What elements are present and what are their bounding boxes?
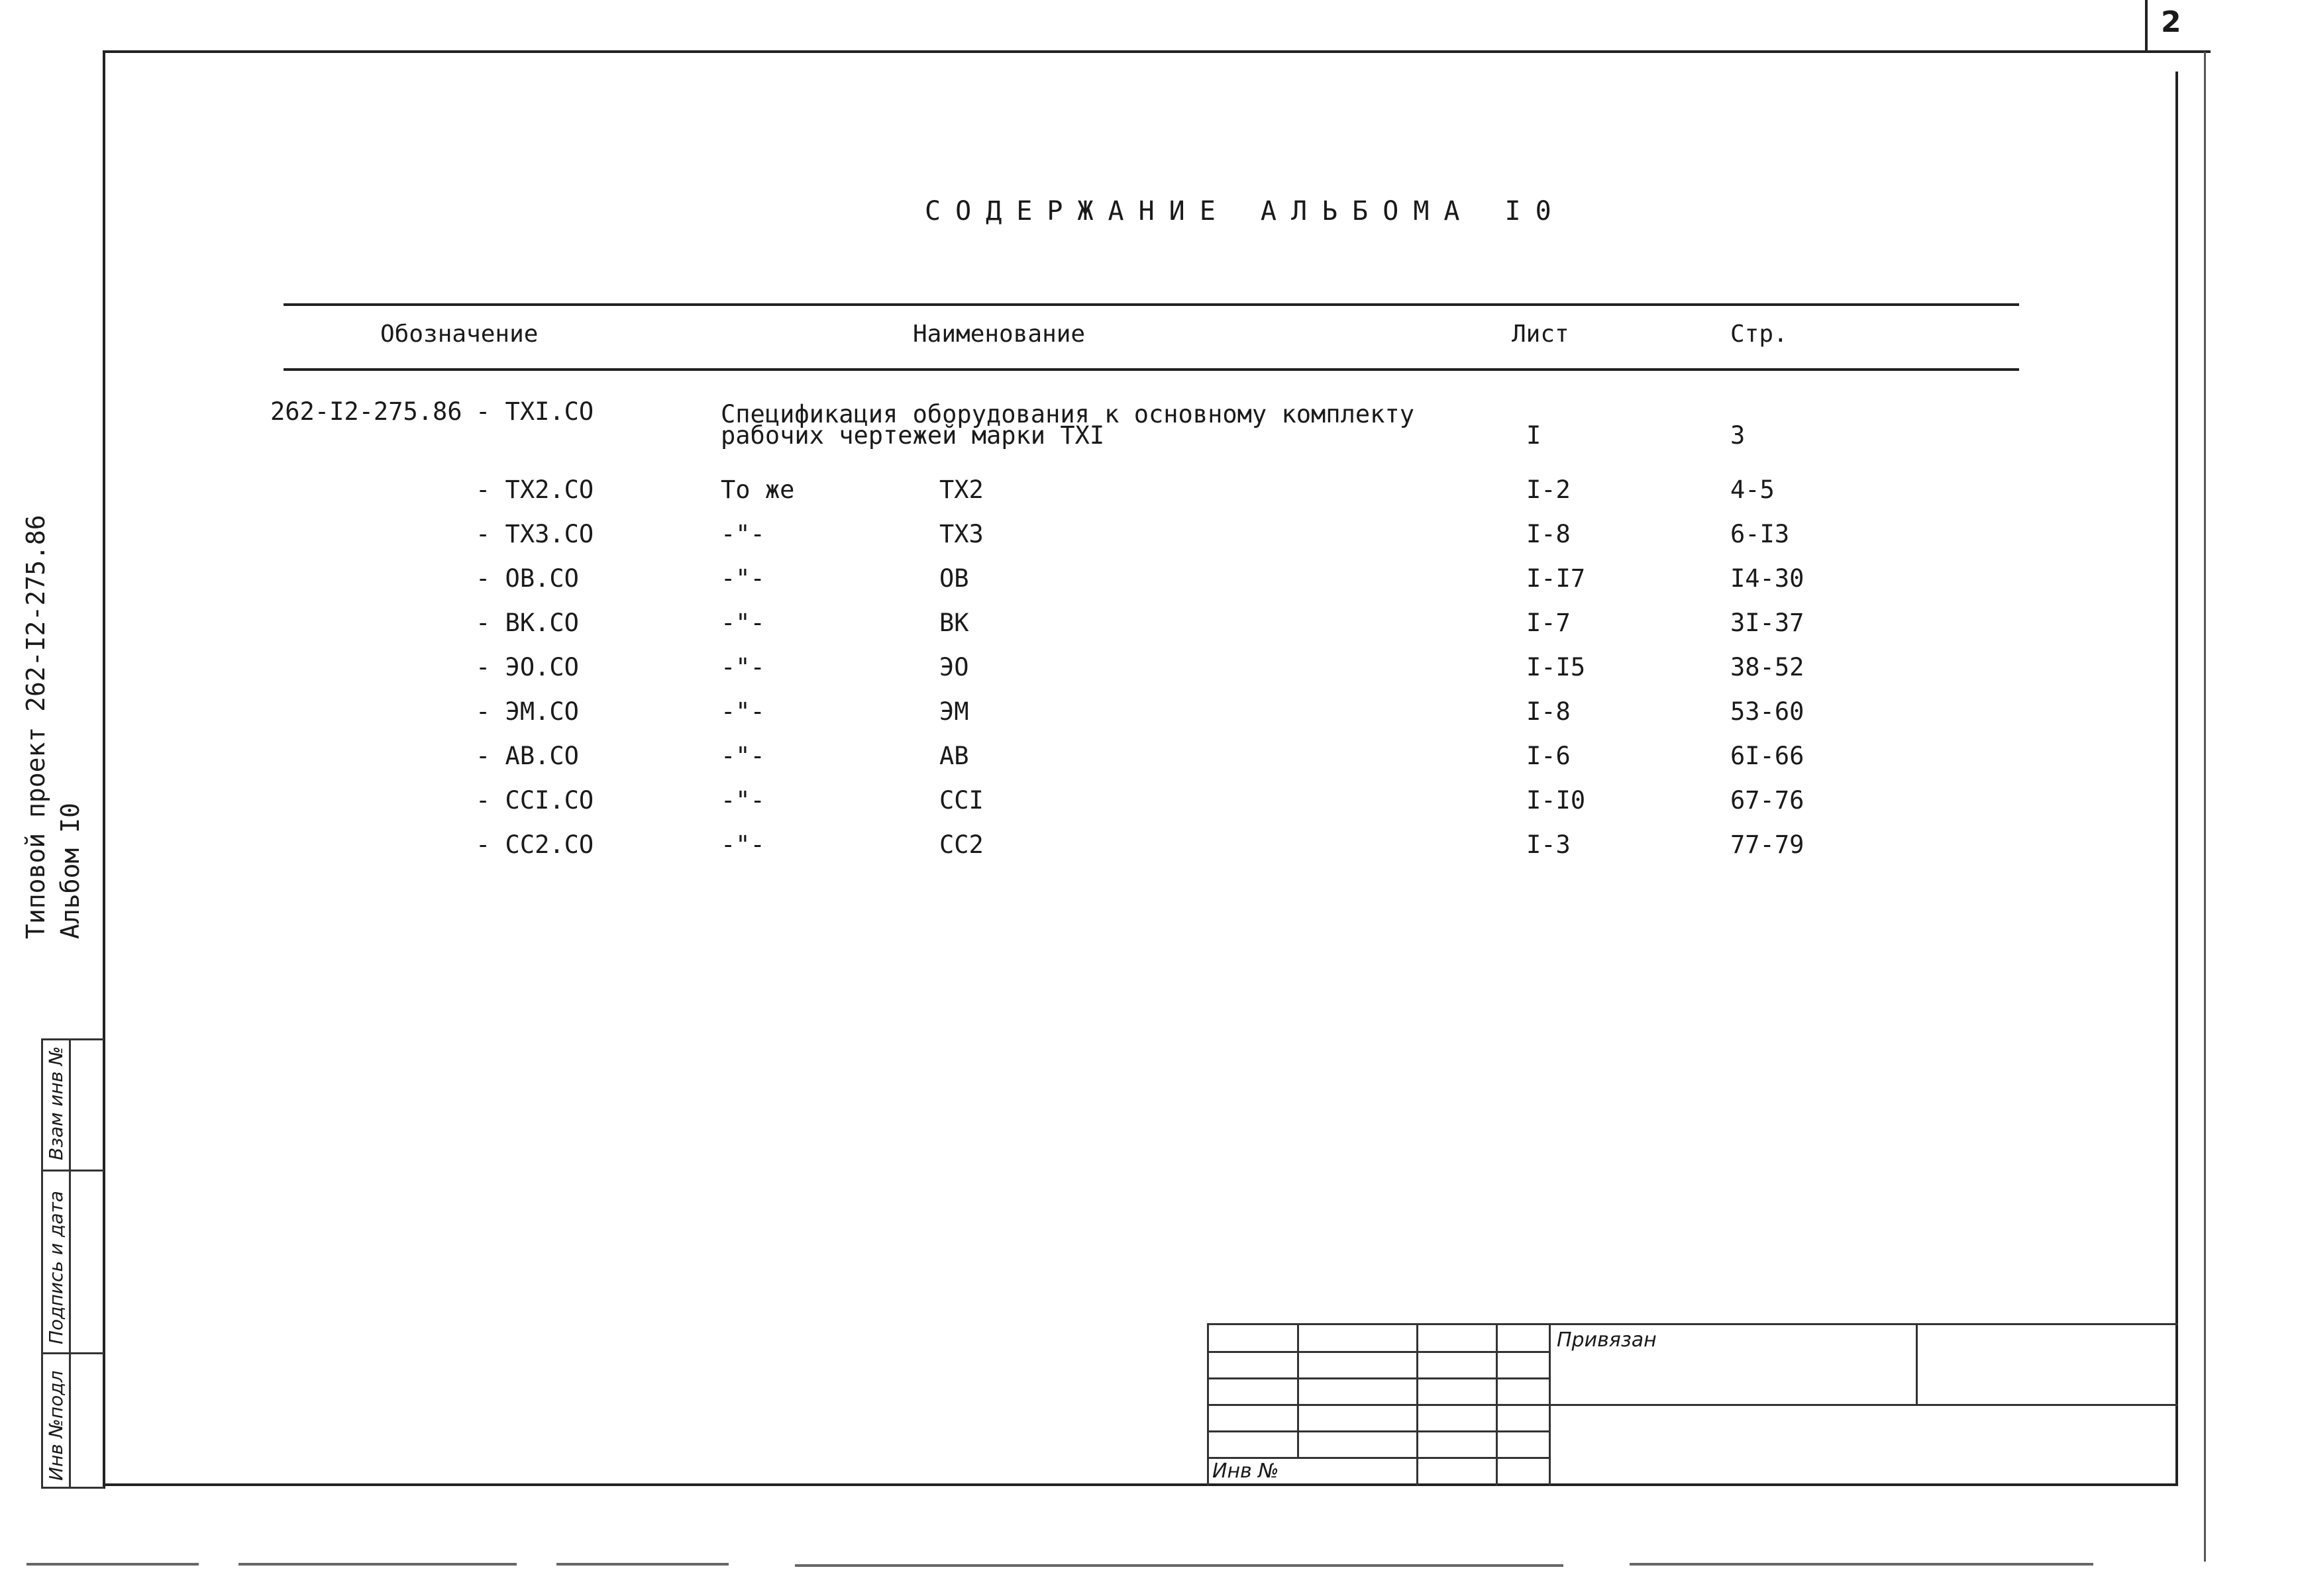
row-name: -"- <box>721 653 765 681</box>
frame-top <box>103 50 2211 53</box>
row-code: - ТХI.СО <box>476 397 594 426</box>
row-code: - ТХ2.СО <box>476 475 594 504</box>
row-page: 53-60 <box>1730 697 1804 726</box>
stamp-left-edge <box>41 1038 43 1489</box>
stamp-mid-edge <box>69 1038 71 1489</box>
scan-artifact <box>1630 1563 2093 1566</box>
title-block-attached: Привязан <box>1557 1328 1657 1352</box>
row-mark: ТХ3 <box>939 520 984 548</box>
scan-artifact <box>26 1563 199 1566</box>
tb-row-4 <box>1207 1430 1549 1432</box>
row-mark: АВ <box>939 742 969 770</box>
row-sheet: I-7 <box>1526 609 1571 637</box>
row-code: - ВК.СО <box>476 609 579 637</box>
stamp-rule-1 <box>41 1170 104 1172</box>
row-mark: ССI <box>939 786 984 815</box>
row-page: 3I-37 <box>1730 609 1804 637</box>
stamp-inv-original: Инв №подл <box>45 1370 67 1481</box>
scan-artifact <box>556 1563 729 1566</box>
row-sheet: I <box>1526 421 1541 450</box>
row-sheet: I-8 <box>1526 697 1571 726</box>
base-code: 262-I2-275.86 <box>270 397 462 426</box>
row-name: -"- <box>721 742 765 770</box>
row-page: 6-I3 <box>1730 520 1790 548</box>
tb-row-5 <box>1207 1457 1549 1459</box>
row-mark: ОВ <box>939 564 969 593</box>
row-mark: ТХ2 <box>939 475 984 504</box>
row-page: 77-79 <box>1730 830 1804 859</box>
frame-bottom <box>103 1483 2178 1486</box>
row-page: 6I-66 <box>1730 742 1804 770</box>
row-name: -"- <box>721 609 765 637</box>
row-code: - СС2.СО <box>476 830 594 859</box>
tb-col-5 <box>1916 1323 1918 1404</box>
row-name: -"- <box>721 520 765 548</box>
row-page: I4-30 <box>1730 564 1804 593</box>
title-block-inv-no: Инв № <box>1212 1460 1279 1483</box>
title-block-top <box>1207 1323 2178 1325</box>
row-page: 4-5 <box>1730 475 1775 504</box>
row-name-line2: рабочих чертежей марки ТХI <box>721 421 1105 450</box>
table-header-rule <box>284 368 2019 371</box>
tb-row-3 <box>1207 1404 2178 1406</box>
row-name: Спецификация оборудования к основному комплекту <box>721 400 1414 428</box>
frame-left <box>103 50 105 1489</box>
header-name: Наименование <box>913 321 1086 348</box>
page-number: 2 <box>2161 5 2181 39</box>
frame-right <box>2175 72 2178 1485</box>
row-sheet: I-8 <box>1526 520 1571 548</box>
row-code: - ТХ3.СО <box>476 520 594 548</box>
row-code: - ССI.СО <box>476 786 594 815</box>
row-sheet: I-3 <box>1526 830 1571 859</box>
header-sheet: Лист <box>1512 321 1569 348</box>
row-sheet: I-I5 <box>1526 653 1586 681</box>
side-project-label: Типовой проект 262-I2-275.86 <box>21 515 50 939</box>
row-page: 3 <box>1730 421 1746 450</box>
row-sheet: I-6 <box>1526 742 1571 770</box>
header-designation: Обозначение <box>380 321 539 348</box>
page-number-box-left <box>2145 0 2148 52</box>
scan-artifact <box>795 1564 1563 1567</box>
row-mark: СС2 <box>939 830 984 859</box>
row-name: -"- <box>721 697 765 726</box>
row-sheet: I-I7 <box>1526 564 1586 593</box>
row-code: - АВ.СО <box>476 742 579 770</box>
document-title: СОДЕРЖАНИЕ АЛЬБОМА I0 <box>925 196 1566 226</box>
row-code: - ОВ.СО <box>476 564 579 593</box>
row-name: -"- <box>721 564 765 593</box>
stamp-replace-inv: Взам инв № <box>45 1046 67 1160</box>
stamp-top-rule <box>41 1038 104 1040</box>
scan-artifact <box>238 1563 517 1566</box>
side-album-label: Альбом I0 <box>56 803 85 939</box>
row-page: 67-76 <box>1730 786 1804 815</box>
row-mark: ЭО <box>939 653 969 681</box>
row-name: -"- <box>721 830 765 859</box>
stamp-rule-2 <box>41 1352 104 1354</box>
row-code: - ЭО.СО <box>476 653 579 681</box>
row-code: - ЭМ.СО <box>476 697 579 726</box>
stamp-signature-date: Подпись и дата <box>45 1191 67 1344</box>
row-sheet: I-I0 <box>1526 786 1586 815</box>
row-page: 38-52 <box>1730 653 1804 681</box>
row-sheet: I-2 <box>1526 475 1571 504</box>
table-top-rule <box>284 303 2019 306</box>
header-page: Стр. <box>1730 321 1788 348</box>
sheet-edge <box>2204 52 2206 1562</box>
row-name: -"- <box>721 786 765 815</box>
tb-row-2 <box>1207 1377 1549 1379</box>
row-mark: ЭМ <box>939 697 969 726</box>
stamp-bottom-rule <box>41 1487 104 1489</box>
tb-row-1 <box>1207 1351 1549 1353</box>
tb-col-1 <box>1297 1323 1299 1458</box>
row-name: То же <box>721 475 795 504</box>
row-mark: ВК <box>939 609 969 637</box>
